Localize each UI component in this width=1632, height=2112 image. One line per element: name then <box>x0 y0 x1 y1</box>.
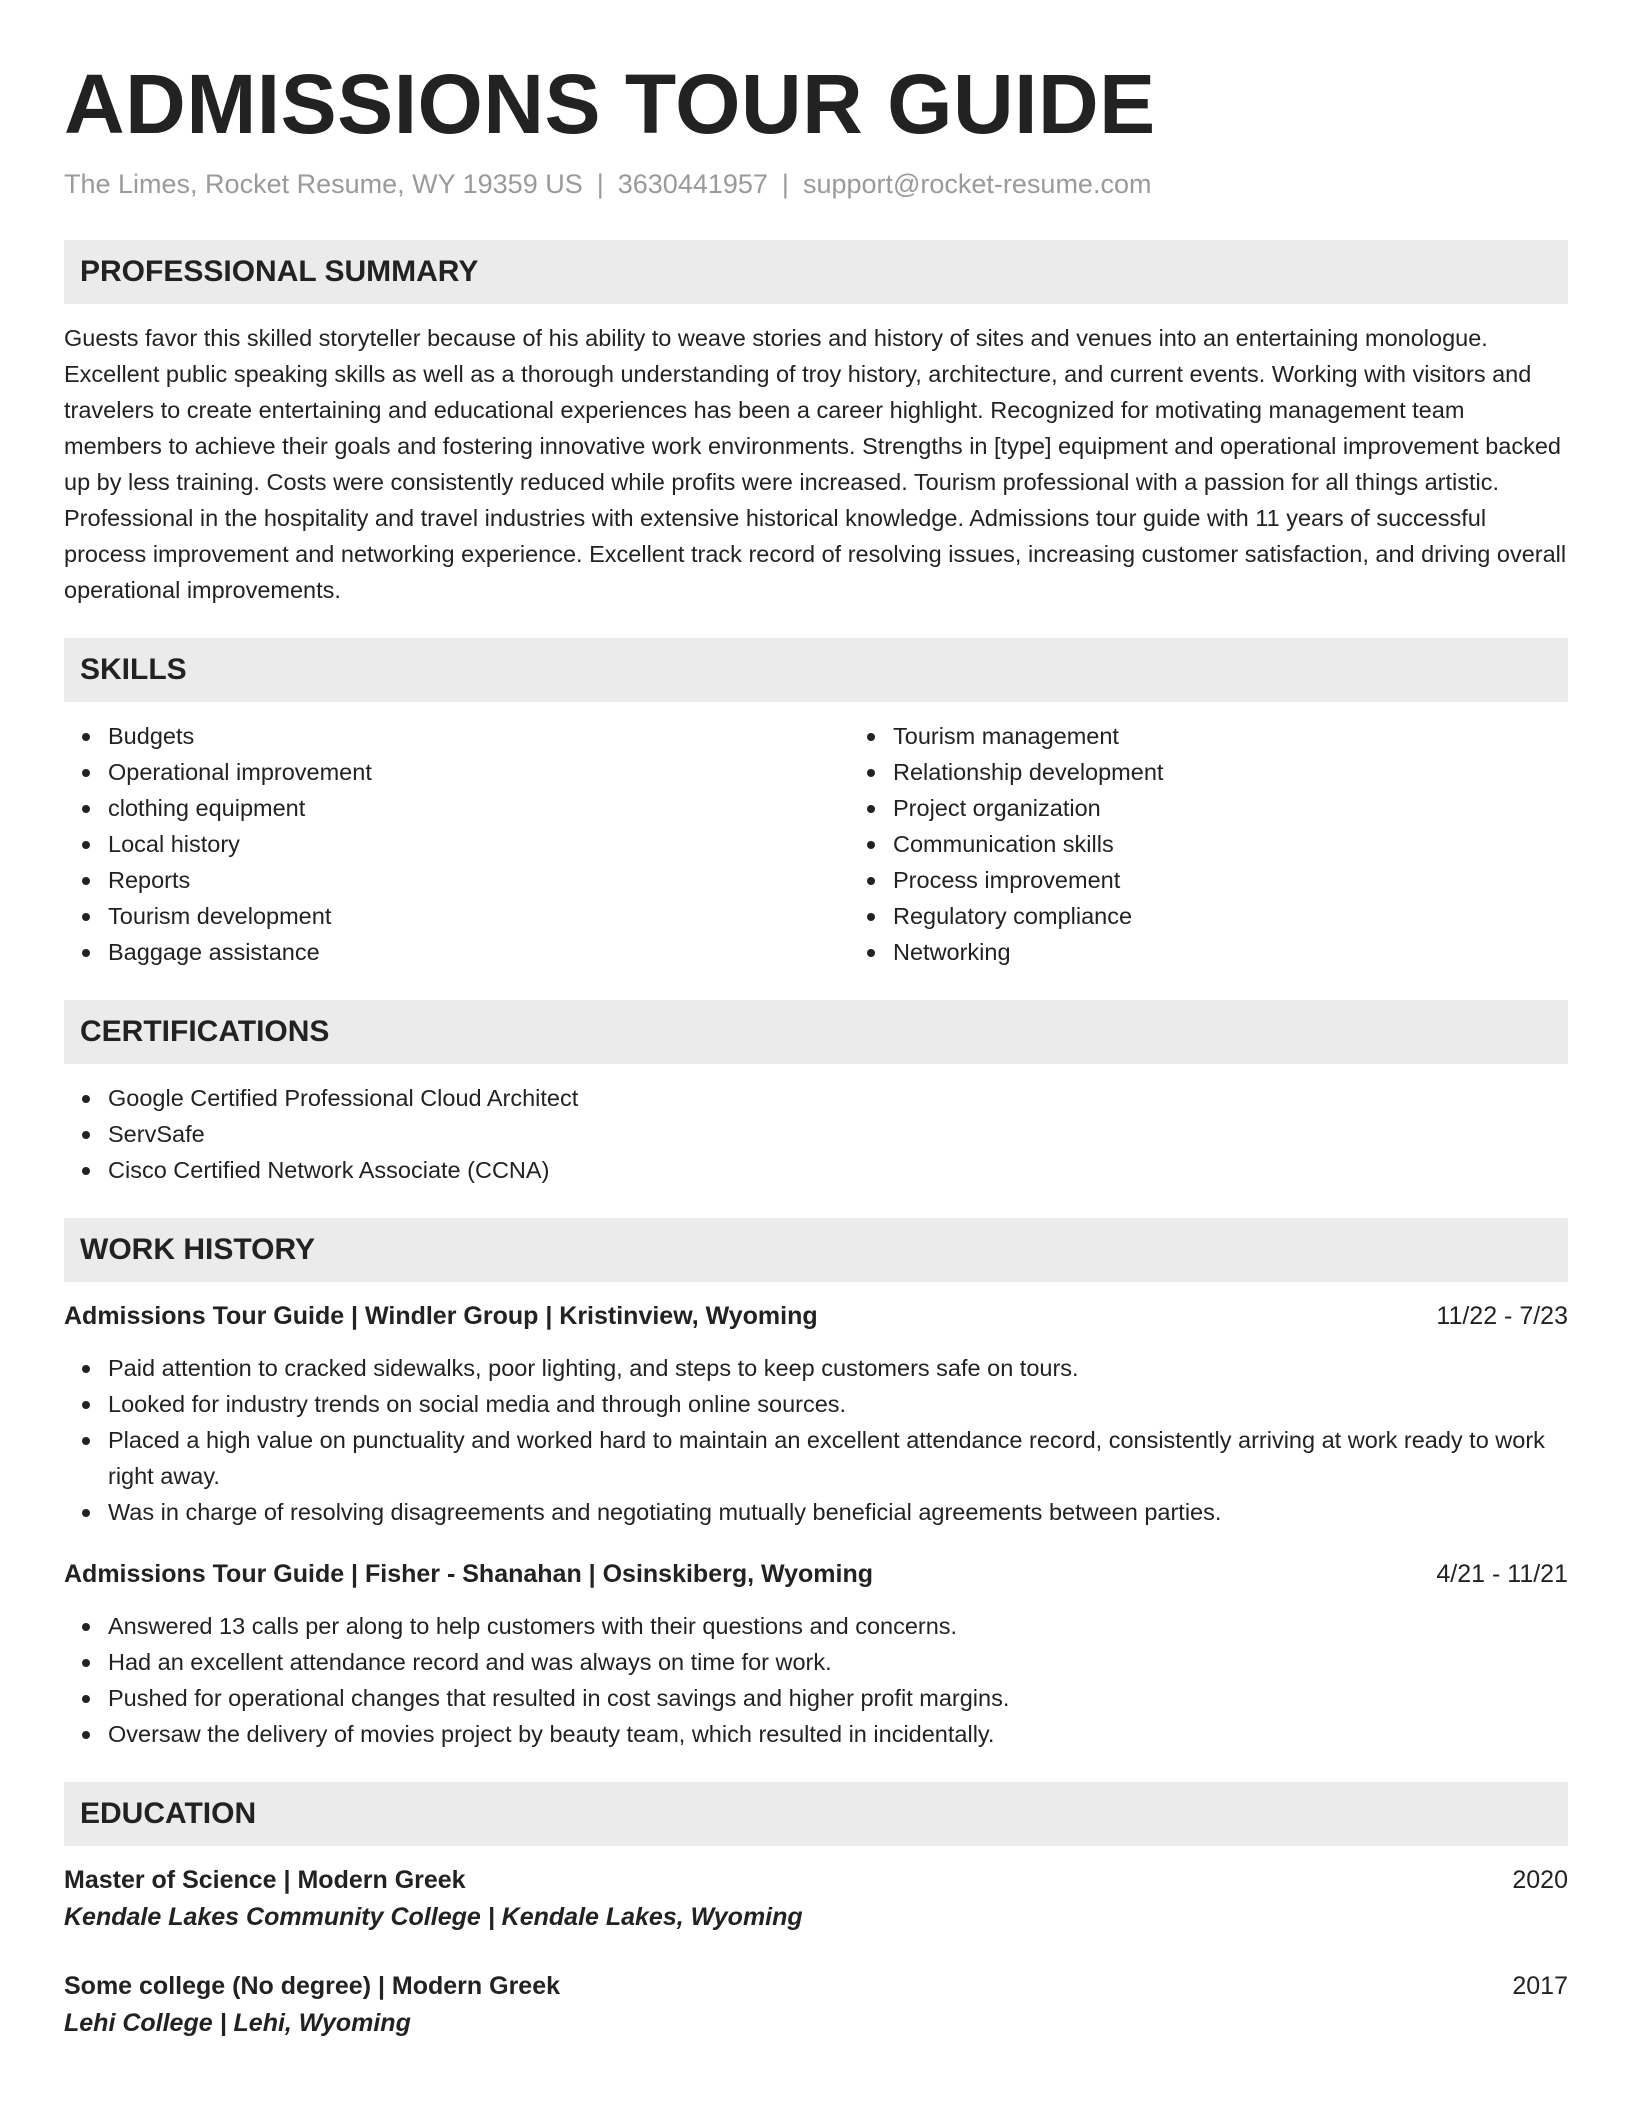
summary-heading: PROFESSIONAL SUMMARY <box>64 240 1568 304</box>
skill-item: Networking <box>893 934 1632 970</box>
skill-item: Baggage assistance <box>108 934 849 970</box>
job-bullet: Placed a high value on punctuality and worked hard to maintain an excellent attendance record, consistently arriving at work ready to work right away. <box>108 1422 1568 1494</box>
skill-item: Reports <box>108 862 849 898</box>
job-title: Admissions Tour Guide | Windler Group | Kristinview, Wyoming <box>64 1302 818 1330</box>
summary-section <box>64 240 1568 608</box>
certifications-list <box>64 1080 1568 1188</box>
certification-item: ServSafe <box>108 1116 1568 1152</box>
skill-item: Budgets <box>108 718 849 754</box>
skill-item: Tourism management <box>893 718 1632 754</box>
job-bullet: Oversaw the delivery of movies project by beauty team, which resulted in incidentally. <box>108 1716 1568 1752</box>
resume-page <box>64 54 1568 2042</box>
education-entry <box>64 1862 1568 1936</box>
contact-phone: 3630441957 <box>617 169 768 199</box>
education-heading: EDUCATION <box>64 1782 1568 1846</box>
job-entry <box>64 1298 1568 1530</box>
skill-item: Tourism development <box>108 898 849 934</box>
education-header <box>64 1968 1568 2004</box>
summary-text: Guests favor this skilled storyteller because of his ability to weave stories and history of sites and venues into an entertaining monologue. Excellent public speaking skills as well as a thorough understanding of troy history, architecture, and current events. Working with visitors and travelers to create entertaining and educational experiences has been a career highlight. Recognized for motivating management team members to achieve their goals and fostering innovative work environments. Strengths in [type] equipment and operational improvement backed up by less training. Costs were consistently reduced while profits were increased. Tourism professional with a passion for all things artistic. Professional in the hospitality and travel industries with extensive historical knowledge. Admissions tour guide with 11 years of successful process improvement and networking experience. Excellent track record of resolving issues, increasing customer satisfaction, and driving overall operational improvements. <box>64 325 1567 603</box>
job-bullets <box>64 1608 1568 1752</box>
contact-line <box>64 166 1568 202</box>
skills-section <box>64 638 1568 970</box>
job-bullet: Paid attention to cracked sidewalks, poor lighting, and steps to keep customers safe on tours. <box>108 1350 1568 1386</box>
job-dates: 4/21 - 11/21 <box>1436 1560 1568 1588</box>
education-school: Lehi College | Lehi, Wyoming <box>64 2009 411 2037</box>
contact-email[interactable]: support@rocket-resume.com <box>802 169 1152 199</box>
skills-columns <box>64 718 1568 970</box>
job-bullets <box>64 1350 1568 1530</box>
contact-separator: | <box>781 169 789 199</box>
certification-item: Google Certified Professional Cloud Architect <box>108 1080 1568 1116</box>
job-bullet: Answered 13 calls per along to help customers with their questions and concerns. <box>108 1608 1568 1644</box>
education-header <box>64 1862 1568 1898</box>
job-header <box>64 1556 1568 1592</box>
resume-name: ADMISSIONS TOUR GUIDE <box>64 57 1156 151</box>
job-bullet: Was in charge of resolving disagreements and negotiating mutually beneficial agreements between parties. <box>108 1494 1568 1530</box>
skills-heading: SKILLS <box>64 638 1568 702</box>
job-bullet: Pushed for operational changes that resulted in cost savings and higher profit margins. <box>108 1680 1568 1716</box>
job-bullet: Had an excellent attendance record and was always on time for work. <box>108 1644 1568 1680</box>
education-year: 2020 <box>1512 1866 1568 1894</box>
skill-item: Communication skills <box>893 826 1632 862</box>
job-title: Admissions Tour Guide | Fisher - Shanahan | Osinskiberg, Wyoming <box>64 1560 874 1588</box>
contact-address: The Limes, Rocket Resume, WY 19359 US <box>64 169 583 199</box>
education-year: 2017 <box>1512 1972 1568 2000</box>
job-entry <box>64 1556 1568 1752</box>
certifications-heading: CERTIFICATIONS <box>64 1000 1568 1064</box>
skill-item: Process improvement <box>893 862 1632 898</box>
skills-right-list <box>849 718 1632 970</box>
job-dates: 11/22 - 7/23 <box>1436 1302 1568 1330</box>
work-heading: WORK HISTORY <box>64 1218 1568 1282</box>
education-degree: Master of Science | Modern Greek <box>64 1866 466 1894</box>
skill-item: Regulatory compliance <box>893 898 1632 934</box>
job-bullet: Looked for industry trends on social media and through online sources. <box>108 1386 1568 1422</box>
education-degree: Some college (No degree) | Modern Greek <box>64 1972 561 2000</box>
skills-left-list <box>64 718 849 970</box>
contact-separator: | <box>596 169 604 199</box>
skill-item: clothing equipment <box>108 790 849 826</box>
work-section <box>64 1218 1568 1752</box>
skill-item: Local history <box>108 826 849 862</box>
certification-item: Cisco Certified Network Associate (CCNA) <box>108 1152 1568 1188</box>
job-header <box>64 1298 1568 1334</box>
skill-item: Project organization <box>893 790 1632 826</box>
skill-item: Relationship development <box>893 754 1632 790</box>
education-section <box>64 1782 1568 2042</box>
education-entry <box>64 1968 1568 2042</box>
certifications-section <box>64 1000 1568 1188</box>
education-school: Kendale Lakes Community College | Kendale Lakes, Wyoming <box>64 1903 803 1931</box>
skill-item: Operational improvement <box>108 754 849 790</box>
